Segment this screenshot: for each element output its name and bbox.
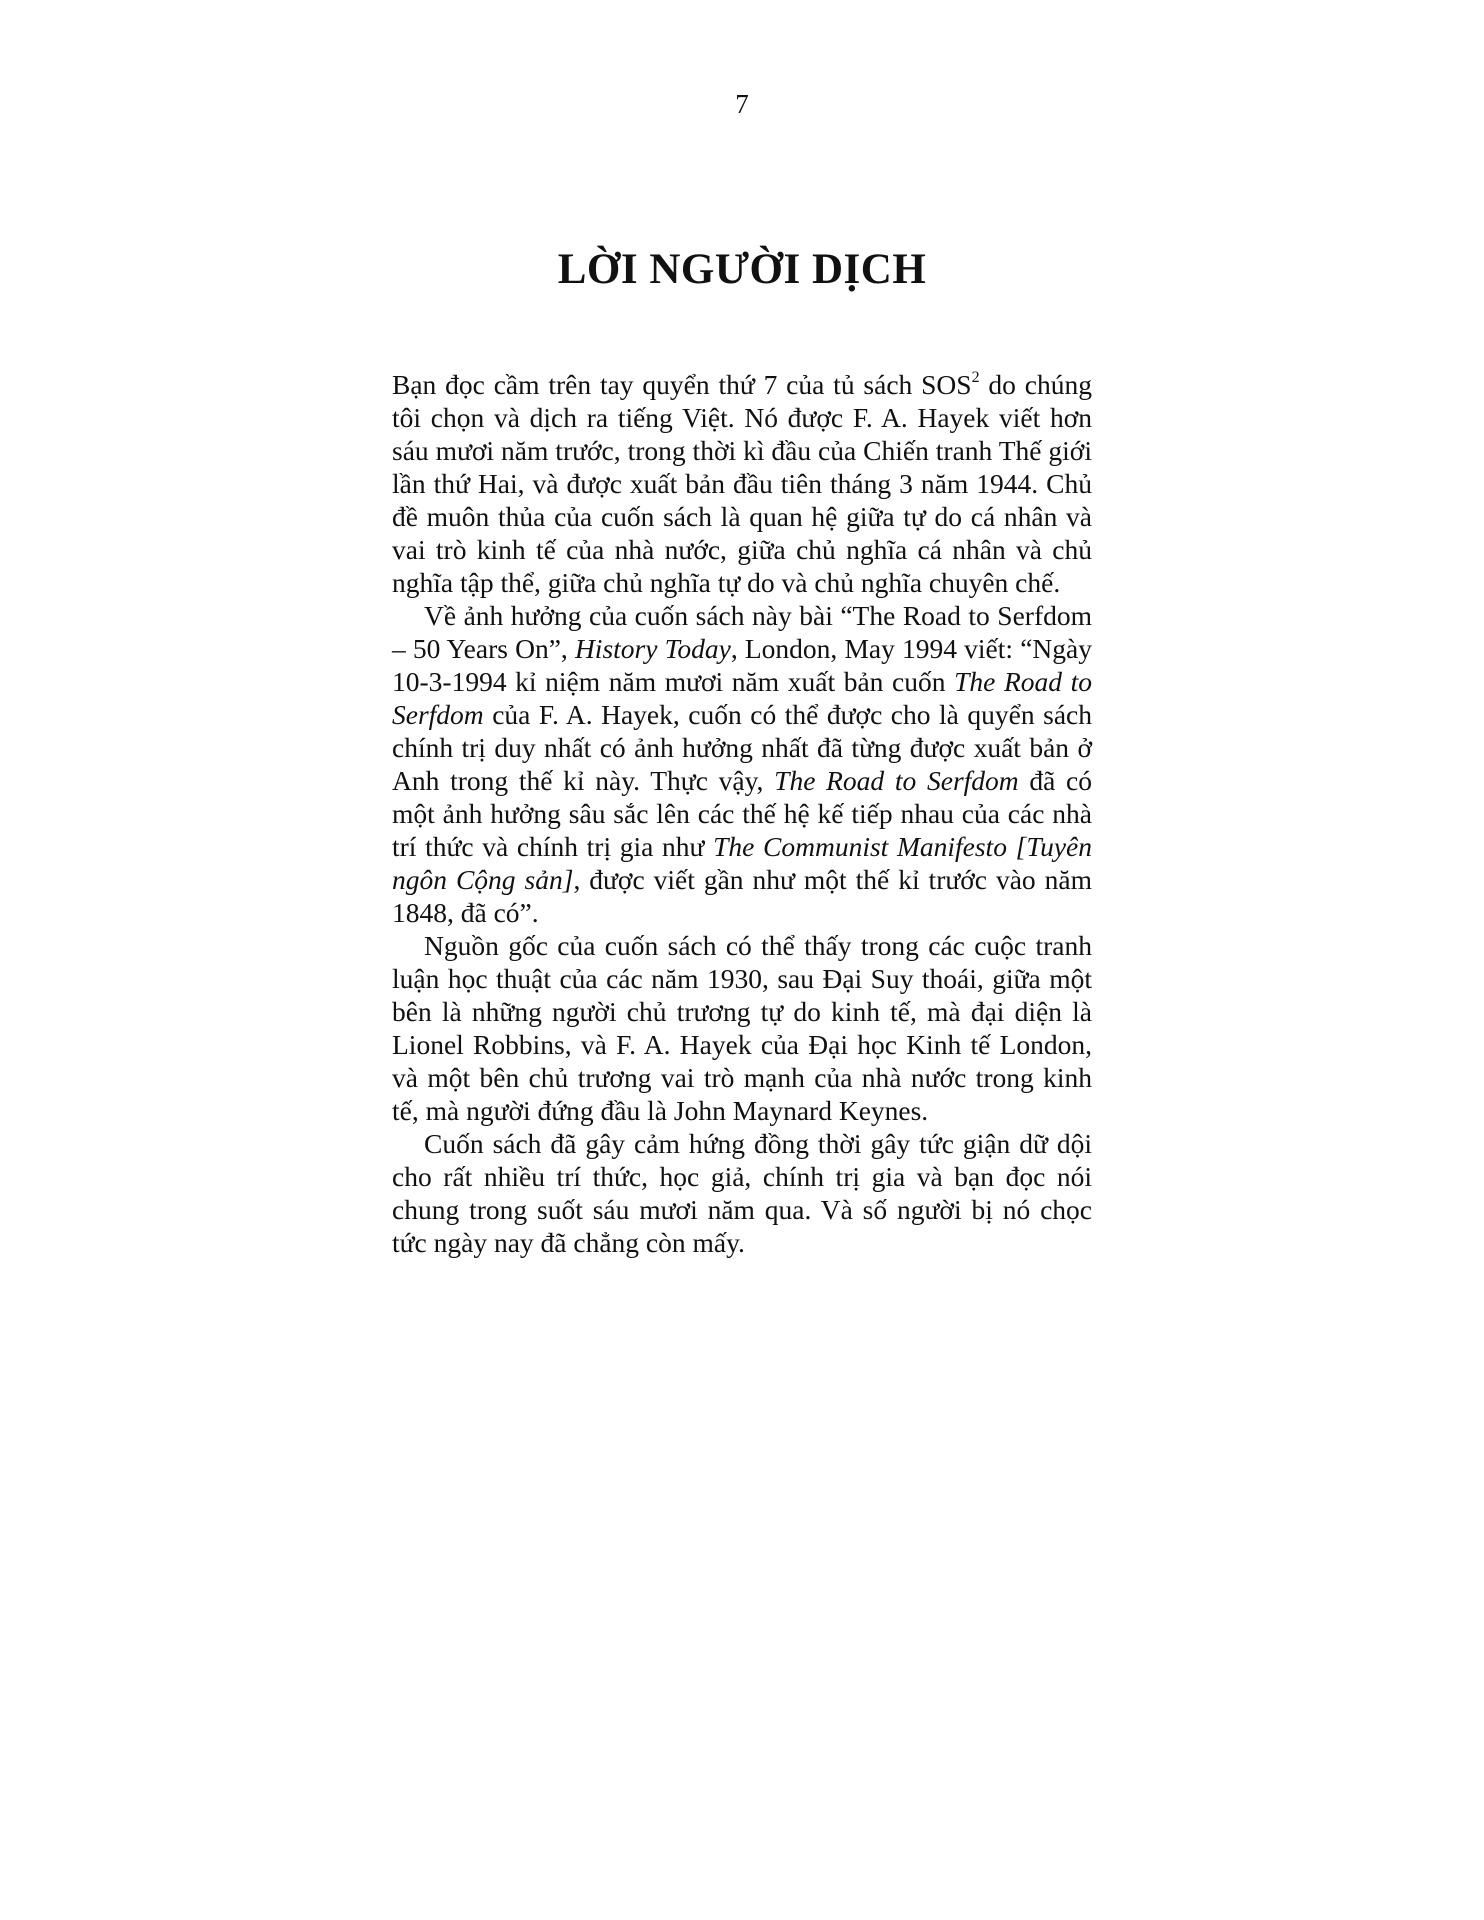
paragraph-2 xyxy=(392,599,1092,929)
paragraph-2-italic-1: History Today xyxy=(574,633,731,664)
body-text xyxy=(392,368,1092,1259)
paragraph-2-text-b: , London, May 1994 viết: “Ngày 10-3-1994 kỉ niệm năm mươi năm xuất bản cuốn xyxy=(392,633,1092,697)
paragraph-1-text-a: Bạn đọc cầm trên tay quyển thứ 7 của tủ sách SOS xyxy=(392,369,972,400)
paragraph-2-italic-2: The Road to Serfdom xyxy=(392,666,1092,730)
paragraph-2-text-a: Về ảnh hưởng của cuốn sách này bài “The Road to Serfdom – 50 Years On”, xyxy=(392,600,1092,664)
paragraph-2-text-e: , được viết gần như một thế kỉ trước vào năm 1848, đã có”. xyxy=(392,864,1092,928)
paragraph-1 xyxy=(392,368,1092,599)
paragraph-2-text-c: của F. A. Hayek, cuốn có thể được cho là quyển sách chính trị duy nhất có ảnh hưởng nhất đã từng được xuất bản ở Anh trong thế kỉ này. Thực vậy, xyxy=(392,699,1092,796)
paragraph-4: Cuốn sách đã gây cảm hứng đồng thời gây tức giận dữ dội cho rất nhiều trí thức, học giả, chính trị gia và bạn đọc nói chung trong suốt sáu mươi năm qua. Và số người bị nó chọc tức ngày nay đã chẳng còn mấy. xyxy=(392,1128,1092,1258)
paragraph-1-text-b: do chúng tôi chọn và dịch ra tiếng Việt. Nó được F. A. Hayek viết hơn sáu mươi năm trước, trong thời kì đầu của Chiến tranh Thế giới lần thứ Hai, và được xuất bản đầu tiên tháng 3 năm 1944. Chủ đề muôn thủa của cuốn sách là quan hệ giữa tự do cá nhân và vai trò kinh tế của nhà nước, giữa chủ nghĩa cá nhân và chủ nghĩa tập thể, giữa chủ nghĩa tự do và chủ nghĩa chuyên chế. xyxy=(392,369,1092,598)
paragraph-2-text-d: đã có một ảnh hưởng sâu sắc lên các thế hệ kế tiếp nhau của các nhà trí thức và chính trị gia như xyxy=(392,765,1092,862)
footnote-marker: 2 xyxy=(971,369,980,386)
chapter-title: LỜI NGƯỜI DỊCH xyxy=(557,246,927,293)
paragraph-2-italic-4: The Communist Manifesto [Tuyên ngôn Cộng sản] xyxy=(392,831,1093,895)
page-number: 7 xyxy=(735,89,749,119)
paragraph-2-italic-3: The Road to Serfdom xyxy=(774,765,1019,796)
paragraph-3: Nguồn gốc của cuốn sách có thể thấy trong các cuộc tranh luận học thuật của các năm 1930, sau Đại Suy thoái, giữa một bên là những người chủ trương tự do kinh tế, mà đại diện là Lionel Robbins, và F. A. Hayek của Đại học Kinh tế London, và một bên chủ trương vai trò mạnh của nhà nước trong kinh tế, mà người đứng đầu là John Maynard Keynes. xyxy=(392,930,1092,1126)
